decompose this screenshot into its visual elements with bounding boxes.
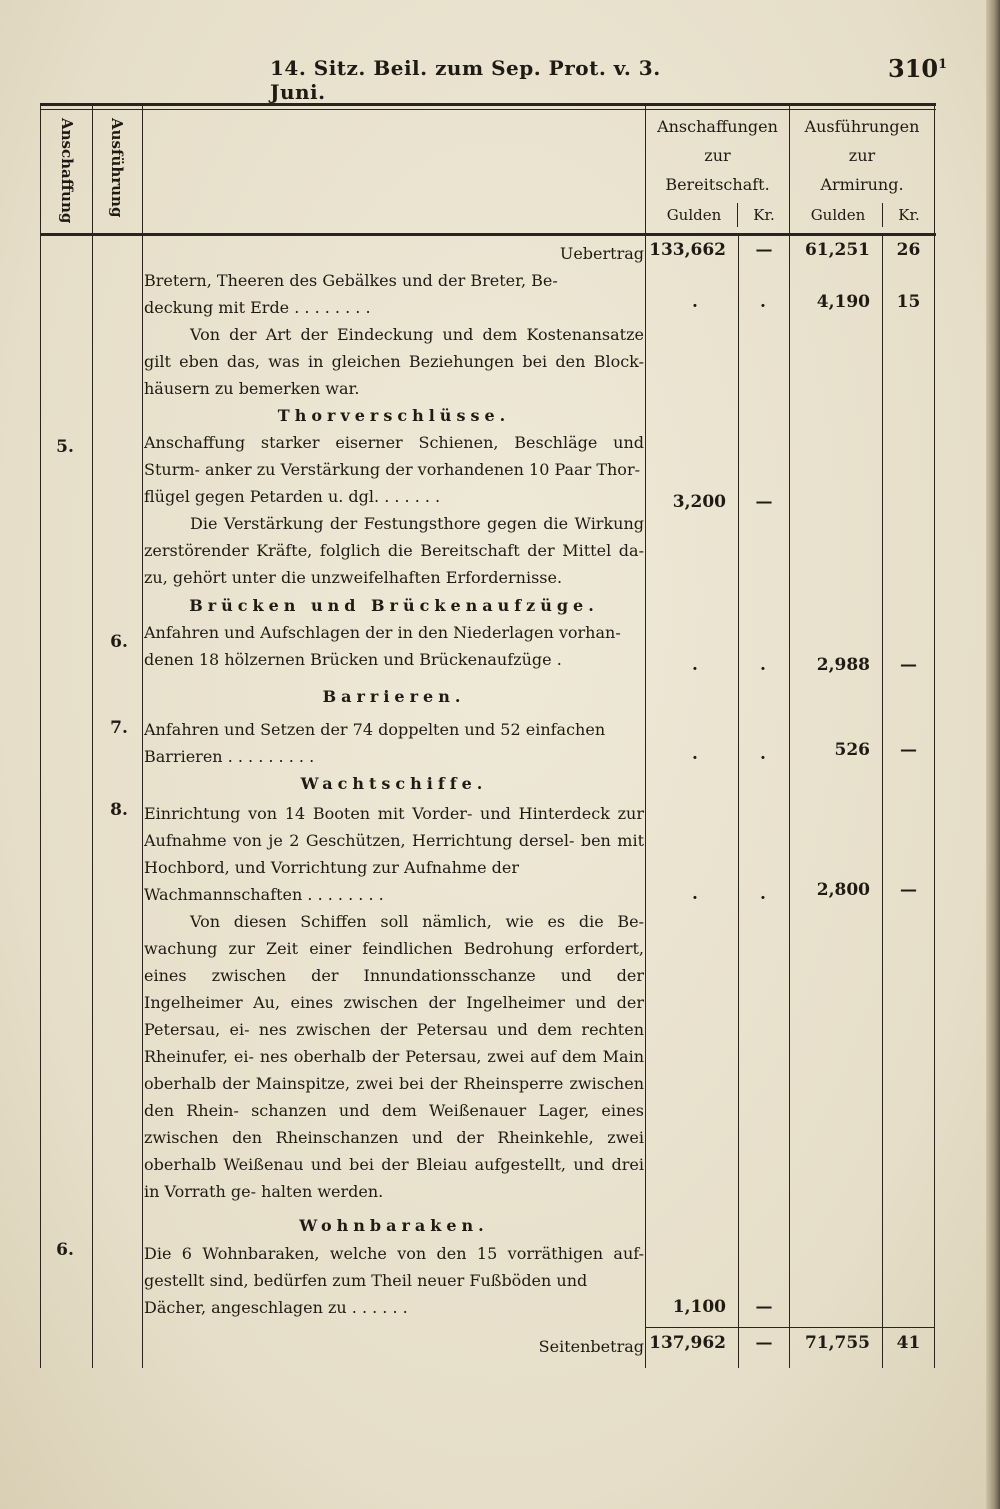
bruecken-a-gulden: . (692, 655, 698, 675)
baraken-a-kr: — (755, 1297, 773, 1317)
schiffe-b-kr: — (900, 880, 917, 900)
col-divider-1 (92, 103, 93, 1368)
item-number-8: 8. (110, 800, 128, 820)
bruecken-b-gulden: 2,988 (816, 655, 870, 675)
heading-bruecken: Brücken und Brückenaufzüge. (189, 596, 599, 615)
schiffe-a-gulden: . (692, 884, 698, 904)
von-diesen-note: Von diesen Schiffen soll nämlich, wie es die Be- wachung zur Zeit einer feindlichen Bedrohung erfordert, eines zwischen der Innundationsschanze und der Ingelheimer Au, eines zwischen der Ingelheimer und der Petersau, ei- nes zwischen der Petersau und dem rechten Rheinufer, ei- nes oberhalb der Petersau, zwei auf dem Main oberhalb der Mainspitze, zwei bei der Rheinsperre zwischen den Rhein- schanzen und dem Weißenauer Lager, eines zwischen den Rheinschanzen und der Rheinkehle, zwei oberhalb Weißenau und bei der Bleiau aufgestellt, und drei in Vorrath ge- halten werden. (144, 912, 644, 1201)
heading-barrieren: Barrieren. (322, 687, 466, 706)
baraken-line-1: Die 6 Wohnbaraken, welche von den 15 vorräthigen auf- gestellt sind, bedürfen zum Theil neuer Fußböden und (144, 1244, 644, 1290)
seitenbetrag-a-kr: — (755, 1333, 773, 1353)
seitenbetrag-b-kr: 41 (896, 1333, 921, 1353)
table-top-rule (40, 103, 936, 106)
ausfuehrungen-header: Ausführungen zur Armirung. (804, 117, 920, 194)
header-bottom-rule (40, 233, 936, 236)
heading-wohnbaraken: Wohnbaraken. (299, 1216, 489, 1235)
unit-divider-a (737, 203, 738, 227)
bruecken-b-kr: — (900, 655, 917, 675)
barrieren-line-2: Barrieren . . . . . . . . . (144, 747, 315, 766)
breter-a-kr: . (760, 292, 766, 312)
bruecken-a-kr: . (760, 655, 766, 675)
barrieren-b-gulden: 526 (834, 740, 870, 760)
breter-b-kr: 15 (896, 292, 921, 312)
thor-a-gulden: 3,200 (672, 492, 726, 512)
barrieren-b-kr: — (900, 740, 917, 760)
barrieren-line-1: Anfahren und Setzen der 74 doppelten und 52 einfachen (144, 720, 606, 739)
barrieren-a-kr: . (760, 744, 766, 764)
breter-a-gulden: . (692, 292, 698, 312)
breter-line-1: Bretern, Theeren des Gebälkes und der Breter, Be- (144, 271, 558, 290)
breter-b-gulden: 4,190 (816, 292, 870, 312)
item-number-5: 5. (56, 437, 74, 457)
unit-gulden-b: Gulden (810, 206, 866, 224)
verstaerkung-note: Die Verstärkung der Festungsthore gegen die Wirkung zerstörender Kräfte, folglich die Bereitschaft der Mittel da- zu, gehört unter die unzweifelhaften Erfordernisse. (144, 514, 644, 587)
bruecken-line-1: Anfahren und Aufschlagen der in den Niederlagen vorhan- (144, 623, 621, 642)
kr-divider-a (738, 236, 739, 1368)
schiffe-line-1: Einrichtung von 14 Booten mit Vorder- und Hinterdeck zur Aufnahme von je 2 Geschützen, Herrichtung dersel- ben mit Hochbord, und Vorrichtung zur Aufnahme der (144, 804, 644, 877)
heading-wachtschiffe: Wachtschiffe. (300, 774, 488, 793)
page-number: $310^1$ (888, 54, 948, 83)
uebertrag-label: Uebertrag (559, 244, 644, 263)
uebertrag-b-gulden: 61,251 (804, 240, 870, 260)
thor-a-kr: — (755, 492, 773, 512)
unit-kr-b: Kr. (898, 206, 920, 224)
breter-line-2: deckung mit Erde . . . . . . . . (144, 298, 371, 317)
baraken-line-2: Dächer, angeschlagen zu . . . . . . (144, 1298, 408, 1317)
von-der-art-note: Von der Art der Eindeckung und dem Kostenansatze gilt eben das, was in gleichen Beziehungen bei den Block- häusern zu bemerken war. (144, 325, 644, 398)
barrieren-a-gulden: . (692, 744, 698, 764)
total-rule (645, 1327, 934, 1328)
unit-divider-b (882, 203, 883, 227)
book-edge-shadow (986, 0, 1000, 1509)
item-number-7: 7. (110, 718, 128, 738)
table-top-rule-inner (40, 109, 936, 110)
schiffe-b-gulden: 2,800 (816, 880, 870, 900)
col-anschaffung-label: Anschaffung (58, 118, 76, 224)
unit-gulden-a: Gulden (666, 206, 722, 224)
uebertrag-b-kr: 26 (896, 240, 921, 260)
item-number-6b: 6. (56, 1240, 74, 1260)
kr-divider-b (882, 236, 883, 1368)
seitenbetrag-a-gulden: 137,962 (649, 1333, 726, 1353)
seitenbetrag-b-gulden: 71,755 (804, 1333, 870, 1353)
bruecken-line-2: denen 18 hölzernen Brücken und Brückenaufzüge . (144, 650, 562, 669)
unit-kr-a: Kr. (753, 206, 775, 224)
uebertrag-a-gulden: 133,662 (649, 240, 726, 260)
heading-thorverschluesse: Thorverschlüsse. (277, 406, 511, 425)
uebertrag-a-kr: — (755, 240, 773, 260)
col-ausfuehrung-label: Ausführung (108, 118, 126, 218)
item-number-6: 6. (110, 632, 128, 652)
schiffe-line-2: Wachmannschaften . . . . . . . . (144, 885, 384, 904)
baraken-a-gulden: 1,100 (672, 1297, 726, 1317)
schiffe-a-kr: . (760, 884, 766, 904)
col-divider-3 (645, 103, 646, 1368)
running-title: 14. Sitz. Beil. zum Sep. Prot. v. 3. Juni. (270, 56, 661, 104)
seitenbetrag-label: Seitenbetrag (538, 1337, 644, 1356)
anschaffungen-header: Anschaffungen zur Bereitschaft. (657, 117, 778, 194)
thor-line-1: Anschaffung starker eiserner Schienen, Beschläge und Sturm- anker zu Verstärkung der vorhandenen 10 Paar Thor- (144, 433, 644, 479)
table-right-border (934, 103, 935, 1368)
col-divider-2 (142, 103, 143, 1368)
thor-line-2: flügel gegen Petarden u. dgl. . . . . . . (144, 487, 441, 506)
table-left-border (40, 103, 41, 1368)
